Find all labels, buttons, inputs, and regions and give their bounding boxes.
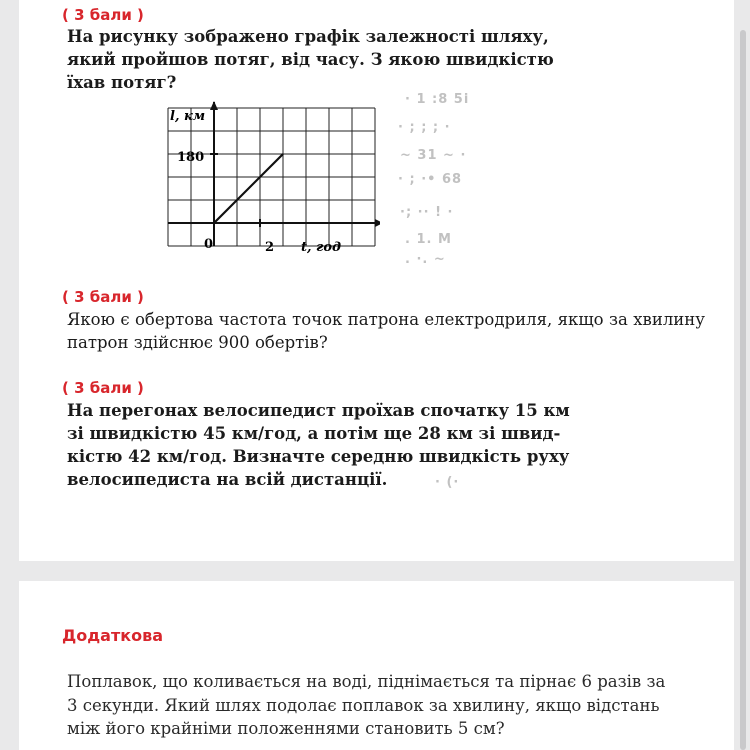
extra-text xyxy=(67,670,665,741)
task1-line-3: їхав потяг? xyxy=(67,73,177,92)
task1-line-1: На рисунку зображено графік залежності шляху, xyxy=(67,27,549,46)
scan-noise: ·; ·· ! · xyxy=(400,205,454,220)
x-axis-label: t, год xyxy=(301,240,342,255)
scrollbar[interactable] xyxy=(740,30,746,750)
scan-noise: ~ 31 ~ · xyxy=(400,148,467,163)
distance-time-chart xyxy=(160,100,380,262)
task3-line-2: зі швидкістю 45 км/год, а потім ще 28 км зі швид- xyxy=(67,424,561,443)
extra-line-2: 3 секунди. Який шлях подолає поплавок за хвилину, якщо відстань xyxy=(67,695,660,715)
y-axis-label: l, км xyxy=(170,109,206,124)
extra-line-1: Поплавок, що коливається на воді, піднімається та пірнає 6 разів за xyxy=(67,672,666,691)
chart-grid xyxy=(168,108,375,246)
series-line-distance xyxy=(214,154,283,223)
task3-line-4: велосипедиста на всій дистанції. xyxy=(67,470,388,489)
scan-noise: · 1 :8 5i xyxy=(405,92,470,107)
task3-score: ( 3 бали ) xyxy=(62,379,144,397)
task2-text: Якою є обертова частота точок патрона електродриля, якщо за хвилину патрон здійснює 900 обертів? xyxy=(67,310,705,352)
origin-label: 0 xyxy=(204,237,214,252)
scan-noise: . 1. M xyxy=(405,232,452,247)
scan-noise: · ; ; ; · xyxy=(398,120,451,135)
y-tick-label: 180 xyxy=(177,150,205,165)
task1-line-2: який пройшов потяг, від часу. З якою швидкістю xyxy=(67,50,554,69)
task3-line-1: На перегонах велосипедист проїхав спочатку 15 км xyxy=(67,401,570,420)
extra-title: Додаткова xyxy=(62,626,164,645)
chart-series xyxy=(214,154,283,223)
task2-score: ( 3 бали ) xyxy=(62,288,144,306)
task3-line-3: кістю 42 км/год. Визначте середню швидкість руху xyxy=(67,447,570,466)
x-axis-arrow xyxy=(375,219,380,227)
scan-noise: . ·. ~ xyxy=(405,252,446,267)
y-axis-arrow xyxy=(210,101,218,110)
scan-noise: · (· xyxy=(435,475,460,490)
extra-line-3: між його крайніми положеннями становить 5 см? xyxy=(67,719,505,738)
x-tick-label: 2 xyxy=(265,240,275,255)
task1-score: ( 3 бали ) xyxy=(62,6,144,24)
scan-noise: · ; ·• 68 xyxy=(398,172,463,187)
